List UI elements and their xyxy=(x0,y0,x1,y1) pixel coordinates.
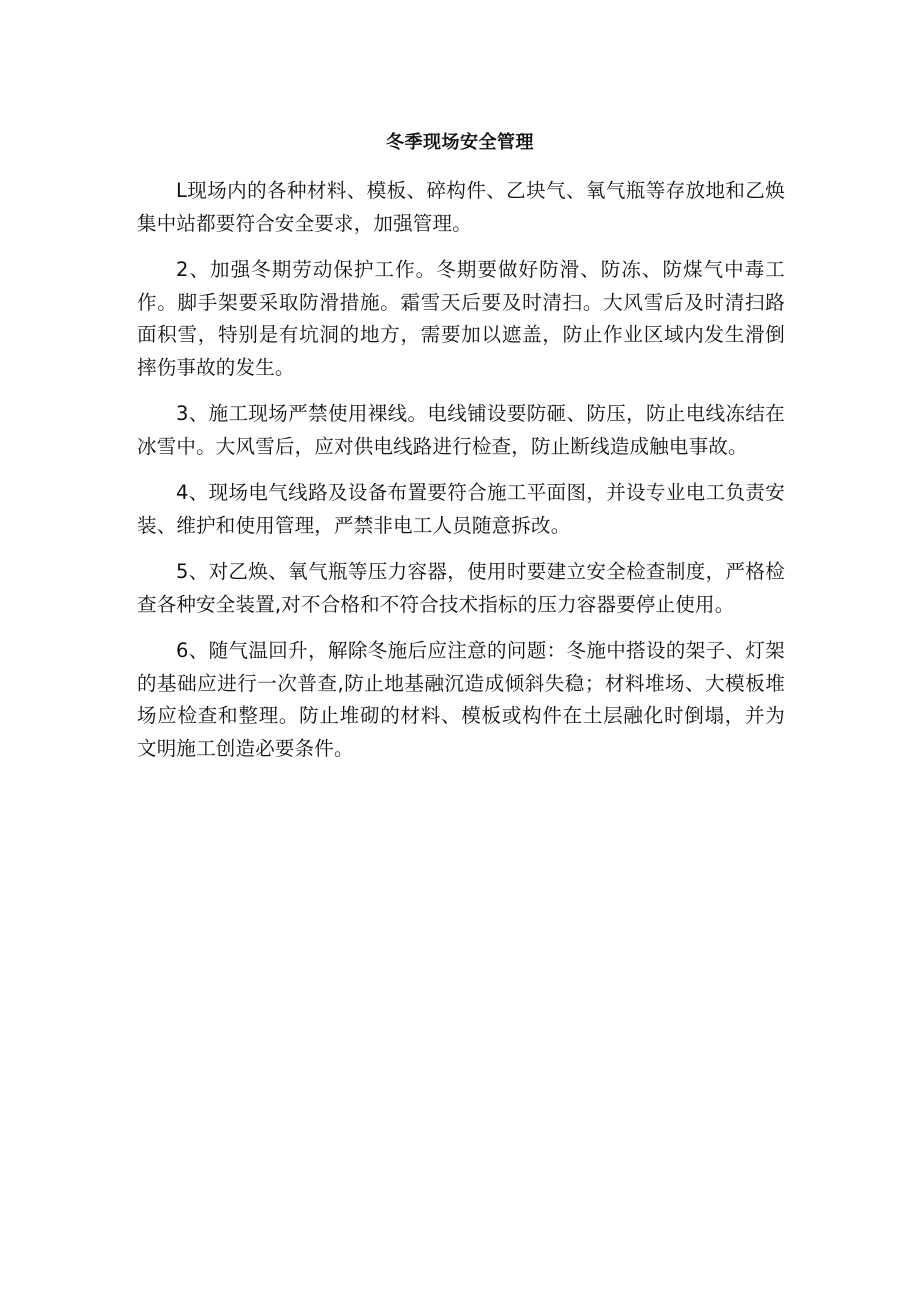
document-body xyxy=(137,175,785,779)
paragraph-2: 2、加强冬期劳动保护工作。冬期要做好防滑、防冻、防煤气中毒工作。脚手架要采取防滑措施。霜雪天后要及时清扫。大风雪后及时清扫路面积雪，特别是有坑洞的地方，需要加以遮盖，防止作业区域内发生滑倒摔伤事故的发生。 xyxy=(137,258,785,379)
paragraph-3: 3、施工现场严禁使用裸线。电线铺设要防砸、防压，防止电线冻结在冰雪中。大风雪后，应对供电线路进行检查，防止断线造成触电事故。 xyxy=(137,402,785,458)
paragraph-5: 5、对乙焕、氧气瓶等压力容器，使用时要建立安全检查制度，严格检查各种安全装置,对不合格和不符合技术指标的压力容器要停止使用。 xyxy=(137,560,785,616)
paragraph-6: 6、随气温回升，解除冬施后应注意的问题：冬施中搭设的架子、灯架的基础应进行一次普查,防止地基融沉造成倾斜失稳；材料堆场、大模板堆场应检查和整理。防止堆砌的材料、模板或构件在土层融化时倒塌，并为文明施工创造必要条件。 xyxy=(137,639,785,760)
paragraph-1: L现场内的各种材料、模板、碎构件、乙块气、氧气瓶等存放地和乙焕集中站都要符合安全要求，加强管理。 xyxy=(137,179,785,235)
document-title: 冬季现场安全管理 xyxy=(386,132,534,153)
paragraph-4: 4、现场电气线路及设备布置要符合施工平面图，并设专业电工负责安装、维护和使用管理，严禁非电工人员随意拆改。 xyxy=(137,481,785,537)
